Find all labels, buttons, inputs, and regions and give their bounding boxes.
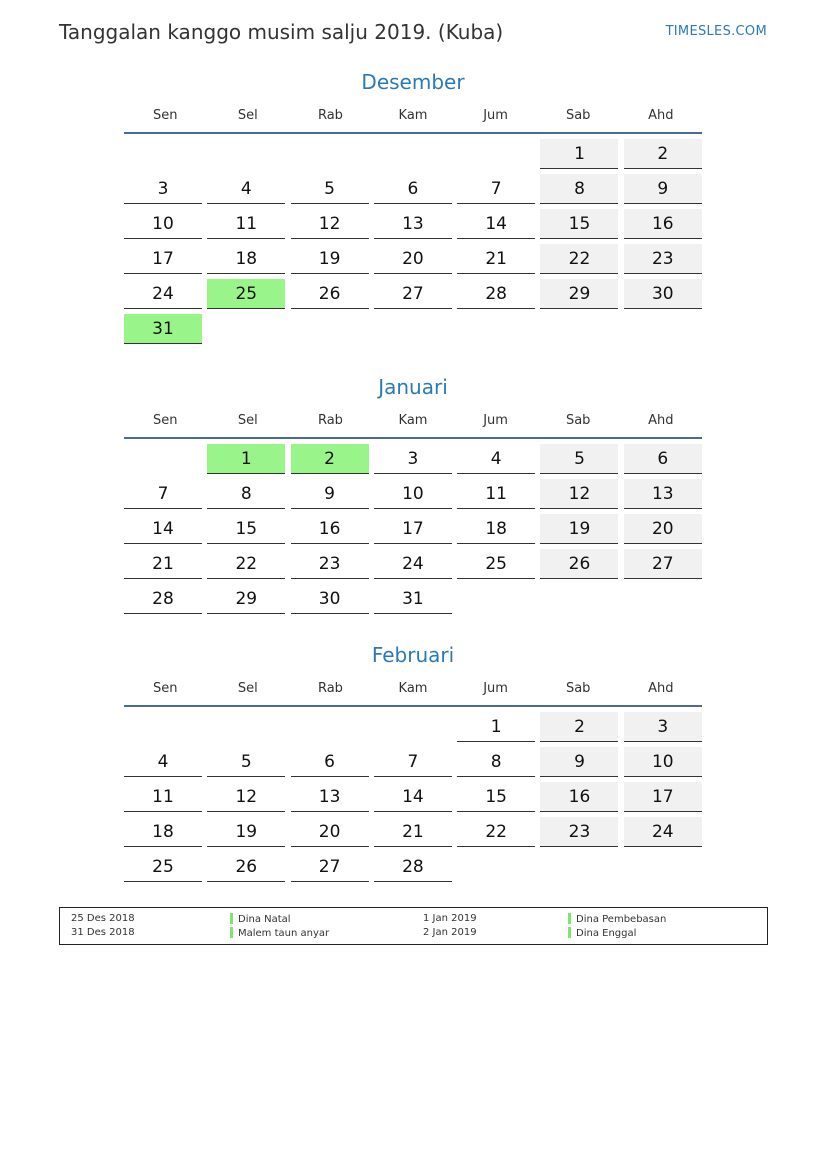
empty-cell xyxy=(124,444,202,473)
day-cell: 18 xyxy=(124,817,202,847)
month-title: Desember xyxy=(361,70,465,94)
day-cell: 26 xyxy=(291,279,369,309)
weekday-label: Rab xyxy=(317,681,343,696)
holiday-day-cell: 25 xyxy=(207,279,285,309)
day-cell: 4 xyxy=(124,747,202,777)
month-february xyxy=(124,643,702,882)
day-cell: 23 xyxy=(624,244,702,274)
day-cell: 17 xyxy=(124,244,202,274)
day-cell: 17 xyxy=(624,782,702,812)
weekday-label: Kam xyxy=(398,413,428,428)
month-december xyxy=(124,70,702,344)
weekday-label: Ahd xyxy=(648,413,674,428)
day-cell: 16 xyxy=(540,782,618,812)
day-cell: 16 xyxy=(624,209,702,239)
empty-cell xyxy=(291,712,369,741)
weekday-label: Sel xyxy=(237,413,258,428)
day-cell: 20 xyxy=(624,514,702,544)
day-grid xyxy=(124,444,702,614)
day-cell: 31 xyxy=(374,584,452,614)
day-cell: 20 xyxy=(291,817,369,847)
day-cell: 19 xyxy=(207,817,285,847)
day-cell: 27 xyxy=(291,852,369,882)
day-cell: 13 xyxy=(374,209,452,239)
day-cell: 5 xyxy=(540,444,618,474)
empty-cell xyxy=(124,712,202,741)
empty-cell xyxy=(207,712,285,741)
holiday-marker-icon xyxy=(568,913,571,924)
holiday-day-cell: 31 xyxy=(124,314,202,344)
holiday-marker-icon xyxy=(230,913,233,924)
weekday-label: Rab xyxy=(317,108,343,123)
day-cell: 1 xyxy=(457,712,535,742)
brand-link[interactable]: TIMESLES.COM xyxy=(665,24,767,39)
day-cell: 14 xyxy=(374,782,452,812)
day-cell: 3 xyxy=(124,174,202,204)
page-title: Tanggalan kanggo musim salju 2019. (Kuba) xyxy=(59,20,504,44)
day-cell: 28 xyxy=(457,279,535,309)
day-cell: 8 xyxy=(207,479,285,509)
day-cell: 21 xyxy=(124,549,202,579)
day-cell: 8 xyxy=(540,174,618,204)
weekday-label: Sab xyxy=(565,413,591,428)
day-cell: 22 xyxy=(457,817,535,847)
weekday-label: Jum xyxy=(483,108,508,123)
day-cell: 22 xyxy=(207,549,285,579)
day-cell: 3 xyxy=(624,712,702,742)
legend-row xyxy=(60,927,767,940)
day-cell: 10 xyxy=(124,209,202,239)
weekday-label: Ahd xyxy=(648,108,674,123)
day-cell: 20 xyxy=(374,244,452,274)
day-cell: 14 xyxy=(457,209,535,239)
day-cell: 13 xyxy=(624,479,702,509)
day-cell: 17 xyxy=(374,514,452,544)
weekday-label: Jum xyxy=(483,413,508,428)
day-cell: 29 xyxy=(540,279,618,309)
weekday-header xyxy=(124,108,702,134)
day-cell: 29 xyxy=(207,584,285,614)
day-cell: 4 xyxy=(207,174,285,204)
day-cell: 24 xyxy=(374,549,452,579)
day-cell: 15 xyxy=(207,514,285,544)
day-cell: 30 xyxy=(291,584,369,614)
holiday-day-cell: 2 xyxy=(291,444,369,474)
empty-cell xyxy=(374,712,452,741)
month-january xyxy=(124,375,702,614)
day-cell: 6 xyxy=(374,174,452,204)
day-grid xyxy=(124,712,702,882)
holiday-marker-icon xyxy=(230,927,233,938)
day-cell: 27 xyxy=(374,279,452,309)
day-cell: 18 xyxy=(457,514,535,544)
legend-row xyxy=(60,913,767,926)
day-cell: 24 xyxy=(624,817,702,847)
legend-holiday: Dina Pembebasan xyxy=(568,913,666,925)
day-cell: 9 xyxy=(291,479,369,509)
legend-date: 1 Jan 2019 xyxy=(423,913,477,924)
day-cell: 22 xyxy=(540,244,618,274)
day-cell: 26 xyxy=(540,549,618,579)
weekday-label: Sen xyxy=(153,681,178,696)
weekday-label: Sel xyxy=(237,108,258,123)
empty-cell xyxy=(291,139,369,168)
day-cell: 30 xyxy=(624,279,702,309)
day-cell: 19 xyxy=(291,244,369,274)
day-cell: 14 xyxy=(124,514,202,544)
day-cell: 10 xyxy=(374,479,452,509)
day-cell: 28 xyxy=(124,584,202,614)
weekday-label: Sen xyxy=(153,108,178,123)
day-cell: 7 xyxy=(457,174,535,204)
empty-cell xyxy=(457,139,535,168)
day-cell: 5 xyxy=(207,747,285,777)
day-cell: 12 xyxy=(291,209,369,239)
day-cell: 7 xyxy=(374,747,452,777)
weekday-label: Sab xyxy=(565,681,591,696)
weekday-label: Jum xyxy=(483,681,508,696)
legend-date: 31 Des 2018 xyxy=(71,927,135,938)
day-cell: 7 xyxy=(124,479,202,509)
day-cell: 11 xyxy=(124,782,202,812)
weekday-header xyxy=(124,413,702,439)
day-cell: 9 xyxy=(540,747,618,777)
day-cell: 4 xyxy=(457,444,535,474)
day-cell: 10 xyxy=(624,747,702,777)
day-cell: 6 xyxy=(624,444,702,474)
day-cell: 24 xyxy=(124,279,202,309)
holiday-day-cell: 1 xyxy=(207,444,285,474)
legend-holiday: Dina Natal xyxy=(230,913,291,925)
weekday-label: Sen xyxy=(153,413,178,428)
weekday-label: Ahd xyxy=(648,681,674,696)
day-cell: 15 xyxy=(457,782,535,812)
day-cell: 11 xyxy=(207,209,285,239)
day-cell: 16 xyxy=(291,514,369,544)
day-cell: 25 xyxy=(457,549,535,579)
day-cell: 21 xyxy=(374,817,452,847)
day-cell: 12 xyxy=(540,479,618,509)
legend-holiday: Malem taun anyar xyxy=(230,927,329,939)
day-cell: 12 xyxy=(207,782,285,812)
weekday-label: Kam xyxy=(398,108,428,123)
day-cell: 28 xyxy=(374,852,452,882)
day-cell: 3 xyxy=(374,444,452,474)
day-cell: 15 xyxy=(540,209,618,239)
month-title: Februari xyxy=(371,643,455,667)
day-cell: 25 xyxy=(124,852,202,882)
empty-cell xyxy=(207,139,285,168)
weekday-header xyxy=(124,681,702,707)
empty-cell xyxy=(374,139,452,168)
day-cell: 2 xyxy=(624,139,702,169)
legend-date: 2 Jan 2019 xyxy=(423,927,477,938)
day-cell: 19 xyxy=(540,514,618,544)
day-grid xyxy=(124,139,702,344)
day-cell: 26 xyxy=(207,852,285,882)
day-cell: 23 xyxy=(291,549,369,579)
weekday-label: Kam xyxy=(398,681,428,696)
day-cell: 13 xyxy=(291,782,369,812)
day-cell: 27 xyxy=(624,549,702,579)
day-cell: 9 xyxy=(624,174,702,204)
legend-holiday: Dina Enggal xyxy=(568,927,636,939)
day-cell: 6 xyxy=(291,747,369,777)
day-cell: 1 xyxy=(540,139,618,169)
month-title: Januari xyxy=(378,375,448,399)
day-cell: 18 xyxy=(207,244,285,274)
empty-cell xyxy=(124,139,202,168)
day-cell: 11 xyxy=(457,479,535,509)
legend-date: 25 Des 2018 xyxy=(71,913,135,924)
weekday-label: Sab xyxy=(565,108,591,123)
holiday-marker-icon xyxy=(568,927,571,938)
holiday-legend xyxy=(59,907,768,945)
weekday-label: Rab xyxy=(317,413,343,428)
day-cell: 2 xyxy=(540,712,618,742)
weekday-label: Sel xyxy=(237,681,258,696)
day-cell: 21 xyxy=(457,244,535,274)
day-cell: 23 xyxy=(540,817,618,847)
day-cell: 5 xyxy=(291,174,369,204)
day-cell: 8 xyxy=(457,747,535,777)
